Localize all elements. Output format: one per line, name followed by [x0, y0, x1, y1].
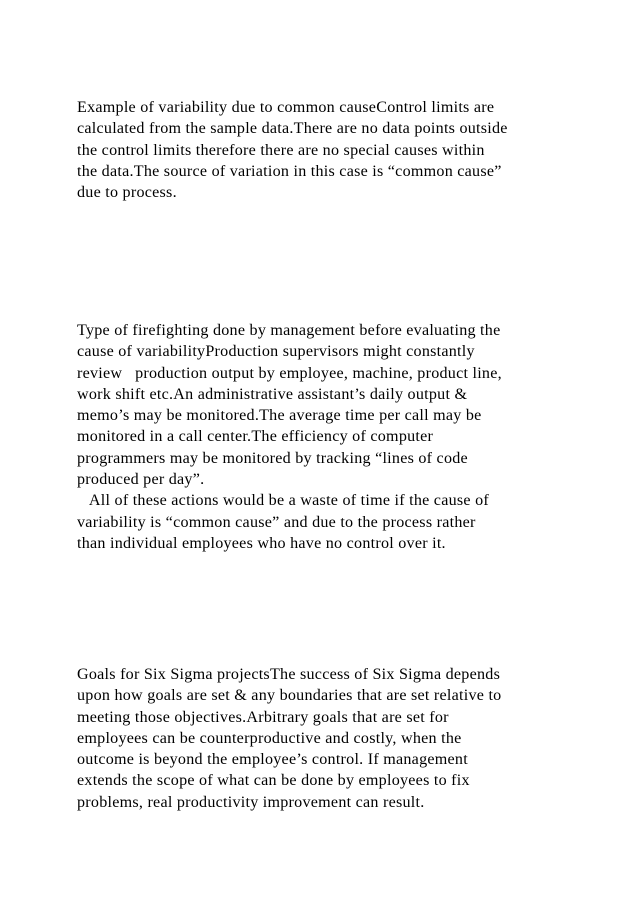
- text-line: than individual employees who have no control over it.: [77, 534, 446, 552]
- text-line: produced per day”.: [77, 471, 205, 489]
- text-line: upon how goals are set & any boundaries that are set relative to: [77, 687, 502, 705]
- text-line: due to process.: [77, 184, 177, 202]
- text-line: work shift etc.An administrative assistant’s daily output &: [77, 385, 468, 403]
- paragraph-six-sigma-goals: [77, 664, 577, 813]
- text-line: employees can be counterproductive and costly, when the: [77, 729, 462, 747]
- text-line: memo’s may be monitored.The average time per call may be: [77, 407, 482, 425]
- text-line: variability is “common cause” and due to the process rather: [77, 513, 476, 531]
- text-line: programmers may be monitored by tracking “lines of code: [77, 449, 468, 467]
- text-line: problems, real productivity improvement can result.: [77, 793, 425, 811]
- paragraph-common-cause-variability: [77, 97, 577, 203]
- text-line: calculated from the sample data.There are no data points outside: [77, 120, 508, 138]
- text-line: outcome is beyond the employee’s control. If management: [77, 751, 468, 769]
- text-line: Type of firefighting done by management before evaluating the: [77, 322, 501, 339]
- text-line: the data.The source of variation in this case is “common cause”: [77, 162, 502, 180]
- text-line: monitored in a call center.The efficiency of computer: [77, 428, 434, 446]
- text-line: cause of variabilityProduction supervisors might constantly: [77, 343, 475, 361]
- text-line: extends the scope of what can be done by employees to fix: [77, 772, 470, 790]
- text-line: All of these actions would be a waste of time if the cause of: [77, 492, 489, 510]
- text-line: meeting those objectives.Arbitrary goals that are set for: [77, 708, 449, 726]
- text-line: Goals for Six Sigma projectsThe success of Six Sigma depends: [77, 666, 501, 683]
- text-line: review production output by employee, machine, product line,: [77, 364, 502, 382]
- text-line: the control limits therefore there are no special causes within: [77, 141, 485, 159]
- text-line: Example of variability due to common causeControl limits are: [77, 99, 495, 116]
- paragraph-firefighting-management: [77, 320, 577, 554]
